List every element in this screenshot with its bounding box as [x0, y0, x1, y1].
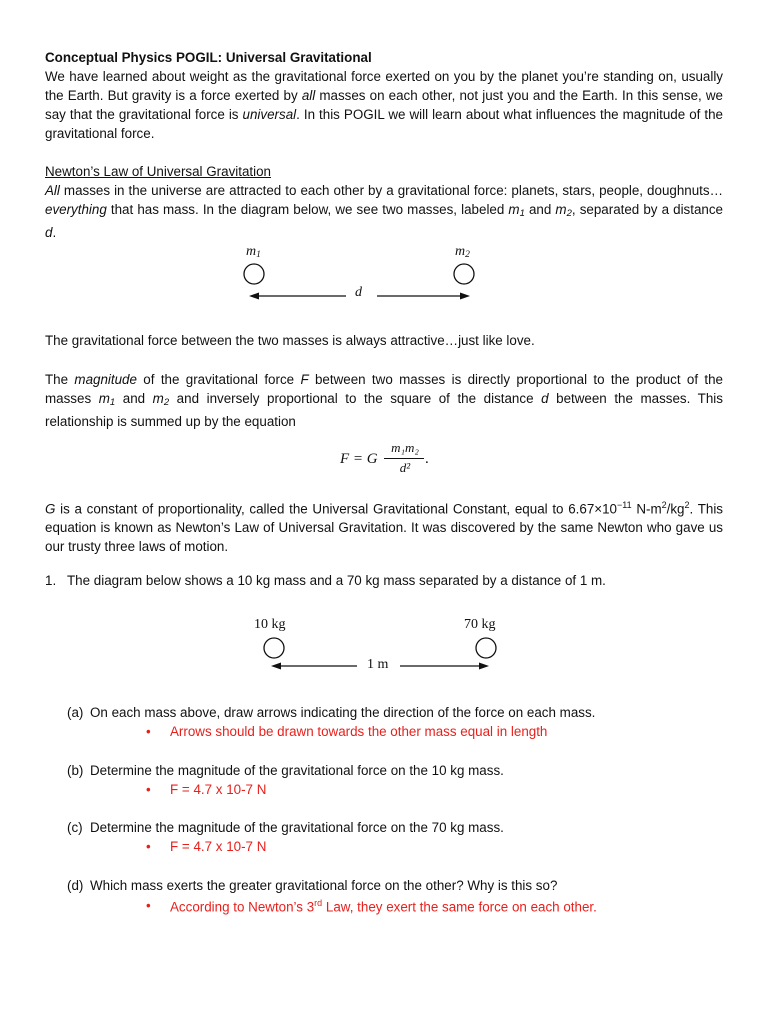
- q1-number: 1.: [45, 573, 57, 588]
- law-text-1: masses in the universe are attracted to each other by a gravitational force: planets, stars, people, doughnuts…: [59, 183, 723, 198]
- diagram1-m2-label: $m_2$: [455, 244, 470, 260]
- const-sq: 2: [661, 500, 667, 510]
- law-m1: m: [508, 202, 520, 217]
- law-text-4: , separated by a distance: [571, 202, 724, 217]
- q1-text: The diagram below shows a 10 kg mass and a 70 kg mass separated by a distance of 1 m.: [67, 573, 606, 588]
- diagram2-distance-label: 1 m: [367, 657, 389, 672]
- part-b-bullet: •: [146, 782, 151, 797]
- diagram2-left-label: 10 kg: [254, 617, 286, 632]
- part-d-answer-post: Law, they exert the same force on each other.: [322, 899, 597, 915]
- const-G: G: [45, 501, 56, 517]
- mag-text-4: and: [115, 391, 153, 406]
- part-a-question: On each mass above, draw arrows indicating the direction of the force on each mass.: [90, 705, 596, 720]
- intro-em-all: all: [301, 88, 316, 103]
- mag-m1-sub: 1: [109, 397, 116, 408]
- const-text-4: . This equation is known as Newton’s Law of Universal Gravitation. It was discovered by the same Newton who gave us our trusty three laws of motion.: [45, 501, 723, 555]
- intro-em-universal: universal: [242, 107, 297, 122]
- equation-denominator: d²: [399, 460, 411, 475]
- const-exp: −11: [617, 500, 632, 510]
- section-heading: Newton’s Law of Universal Gravitation: [45, 164, 272, 179]
- const-sq2: 2: [684, 500, 690, 510]
- law-text-3: and: [524, 202, 556, 217]
- intro-text-3: . In this POGIL we will learn about what influences the magnitude of the gravitational force.: [45, 107, 723, 141]
- mag-text-5: and inversely proportional to the square of the distance: [169, 391, 542, 406]
- mag-text-2: of the gravitational force: [136, 372, 301, 387]
- law-text-5: .: [52, 225, 57, 240]
- law-em-everything: everything: [45, 202, 107, 217]
- mag-text-3: between two masses is directly proportional to the product of the masses: [45, 372, 724, 406]
- part-a-label: (a): [67, 705, 84, 720]
- diagram1-m1-label: $m_1$: [246, 244, 261, 260]
- part-c-question: Determine the magnitude of the gravitational force on the 70 kg mass.: [90, 820, 504, 835]
- mag-m2-sub: 2: [163, 397, 170, 408]
- part-c-label: (c): [67, 820, 83, 835]
- diagram2-arrowhead-right: [479, 663, 489, 670]
- mag-m1: m: [98, 391, 110, 406]
- law-m2-sub: 2: [566, 208, 572, 219]
- law-m1-sub: 1: [519, 208, 525, 219]
- const-text-3: /kg: [666, 501, 685, 517]
- part-d-answer: [170, 898, 597, 914]
- mag-m2: m: [152, 391, 164, 406]
- const-text-2: N-m: [631, 501, 662, 517]
- mag-d: d: [541, 391, 549, 406]
- part-c-answer: F = 4.7 x 10-7 N: [170, 839, 267, 854]
- part-a-bullet: •: [146, 724, 151, 739]
- part-d-question: Which mass exerts the greater gravitational force on the other? Why is this so?: [90, 878, 558, 893]
- part-b-question: Determine the magnitude of the gravitational force on the 10 kg mass.: [90, 763, 504, 778]
- diagram2-10kg-circle: [264, 638, 284, 658]
- part-b-answer: F = 4.7 x 10-7 N: [170, 782, 267, 797]
- law-text-2: that has mass. In the diagram below, we see two masses, labeled: [106, 202, 509, 217]
- attractive-text: The gravitational force between the two masses is always attractive…just like love.: [45, 333, 535, 348]
- intro-text-2: masses on each other, not just you and the Earth. In this sense, we say that the gravitational force is: [45, 88, 723, 122]
- part-b-label: (b): [67, 763, 84, 778]
- page-title: Conceptual Physics POGIL: Universal Gravitational: [45, 50, 372, 65]
- const-text-1: is a constant of proportionality, called the Universal Gravitational Constant, equal to 6.67×10: [55, 501, 617, 517]
- mag-em-magnitude: magnitude: [74, 372, 137, 387]
- law-m2: m: [555, 202, 567, 217]
- part-d-answer-sup: rd: [314, 898, 323, 908]
- diagram2-arrowhead-left: [271, 663, 281, 670]
- mag-text-1: The: [45, 372, 75, 387]
- mag-text-6: between the masses. This relationship is summed up by the equation: [45, 391, 723, 429]
- equation-numerator: m₁m₂: [391, 440, 419, 455]
- part-d-label: (d): [67, 878, 84, 893]
- part-a-answer: Arrows should be drawn towards the other mass equal in length: [170, 724, 548, 739]
- equation-lhs: F = G: [340, 451, 378, 467]
- part-d-bullet: •: [146, 898, 151, 913]
- diagram2-70kg-circle: [476, 638, 496, 658]
- part-c-bullet: •: [146, 839, 151, 854]
- mag-F: F: [300, 372, 309, 387]
- law-d: d: [45, 225, 53, 240]
- part-d-answer-pre: According to Newton’s 3: [170, 899, 315, 915]
- diagram1-d-label: d: [355, 285, 362, 300]
- intro-text-1: We have learned about weight as the gravitational force exerted on you by the planet you’re standing on, usually the Earth. But gravity is a force exerted by: [45, 69, 723, 103]
- diagram2-right-label: 70 kg: [464, 617, 496, 632]
- equation-period: .: [425, 451, 429, 467]
- law-em-all: All: [45, 183, 60, 198]
